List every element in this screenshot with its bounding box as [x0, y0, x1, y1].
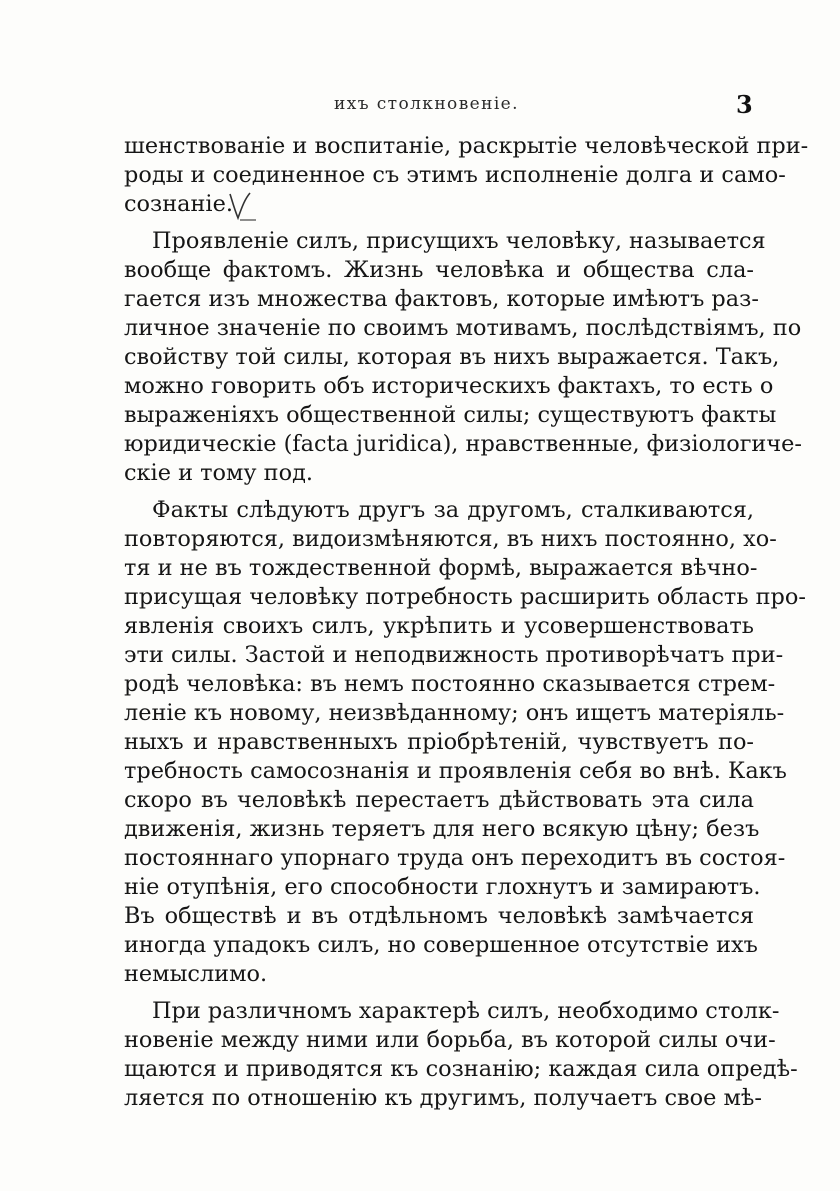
text-line: шенствованіе и воспитаніе, раскрытіе человѣческой при-: [124, 133, 809, 159]
paragraph-gap: [124, 989, 754, 997]
running-title: ихъ столкновеніе.: [334, 94, 519, 114]
text-line: При различномъ характерѣ силъ, необходимо столк-: [152, 998, 780, 1024]
text-line: постояннаго упорнаго труда онъ переходитъ въ состоя-: [124, 845, 786, 871]
text-line: Факты слѣдуютъ другъ за другомъ, сталкиваются,: [152, 497, 754, 523]
text-line: присущая человѣку потребность расширить область про-: [124, 584, 806, 610]
text-line: роды и соединенное съ этимъ исполненіе долга и само-: [124, 162, 786, 188]
handwritten-pencil-mark: [226, 190, 260, 224]
paragraph-gap: [124, 488, 754, 496]
text-line: повторяются, видоизмѣняются, въ нихъ постоянно, хо-: [124, 526, 777, 552]
text-line: личное значеніе по своимъ мотивамъ, послѣдствіямъ, по: [124, 315, 802, 341]
text-line: требность самосознанія и проявленія себя во внѣ. Какъ: [124, 758, 787, 784]
paragraph-gap: [124, 219, 754, 227]
text-line: гается изъ множества фактовъ, которые имѣютъ раз-: [124, 286, 759, 312]
text-line: явленія своихъ силъ, укрѣпить и усовершенствовать: [124, 613, 754, 639]
text-line: иногда упадокъ силъ, но совершенное отсутствіе ихъ: [124, 932, 758, 958]
text-line: можно говорить объ историческихъ фактахъ, то есть о: [124, 373, 774, 399]
text-line: скоро въ человѣкѣ перестаетъ дѣйствовать эта сила: [124, 787, 754, 813]
text-line: тя и не въ тождественной формѣ, выражается вѣчно-: [124, 555, 758, 581]
running-head: [0, 92, 840, 118]
text-line: выраженіяхъ общественной силы; существуютъ факты: [124, 402, 777, 428]
text-line: движенія, жизнь теряетъ для него всякую цѣну; безъ: [124, 816, 760, 842]
page-number: 3: [736, 90, 753, 119]
text-line: скіе и тому под.: [124, 460, 313, 486]
text-line: вообще фактомъ. Жизнь человѣка и общества сла-: [124, 257, 754, 283]
text-line: ныхъ и нравственныхъ пріобрѣтеній, чувствуетъ по-: [124, 729, 754, 755]
text-line: ляется по отношенію къ другимъ, получаетъ свое мѣ-: [124, 1085, 762, 1111]
body-text: [124, 132, 809, 1113]
text-line: родѣ человѣка: въ немъ постоянно сказывается стрем-: [124, 671, 776, 697]
text-line: свойству той силы, которая въ нихъ выражается. Такъ,: [124, 344, 780, 370]
text-line: Проявленіе силъ, присущихъ человѣку, называется: [152, 228, 766, 254]
text-line: юридическіе (facta juridica), нравственные, физіологиче-: [124, 431, 802, 457]
text-line: сознаніе.: [124, 191, 233, 217]
text-line: щаются и приводятся къ сознанію; каждая сила опредѣ-: [124, 1056, 798, 1082]
text-line: новеніе между ними или борьба, въ которой силы очи-: [124, 1027, 776, 1053]
text-line: Въ обществѣ и въ отдѣльномъ человѣкѣ замѣчается: [124, 903, 754, 929]
text-line: эти силы. Застой и неподвижность противорѣчатъ при-: [124, 642, 784, 668]
text-line: немыслимо.: [124, 961, 268, 987]
text-line: леніе къ новому, неизвѣданному; онъ ищетъ матеріяль-: [124, 700, 785, 726]
text-line: ніе отупѣнія, его способности глохнутъ и замираютъ.: [124, 874, 761, 900]
